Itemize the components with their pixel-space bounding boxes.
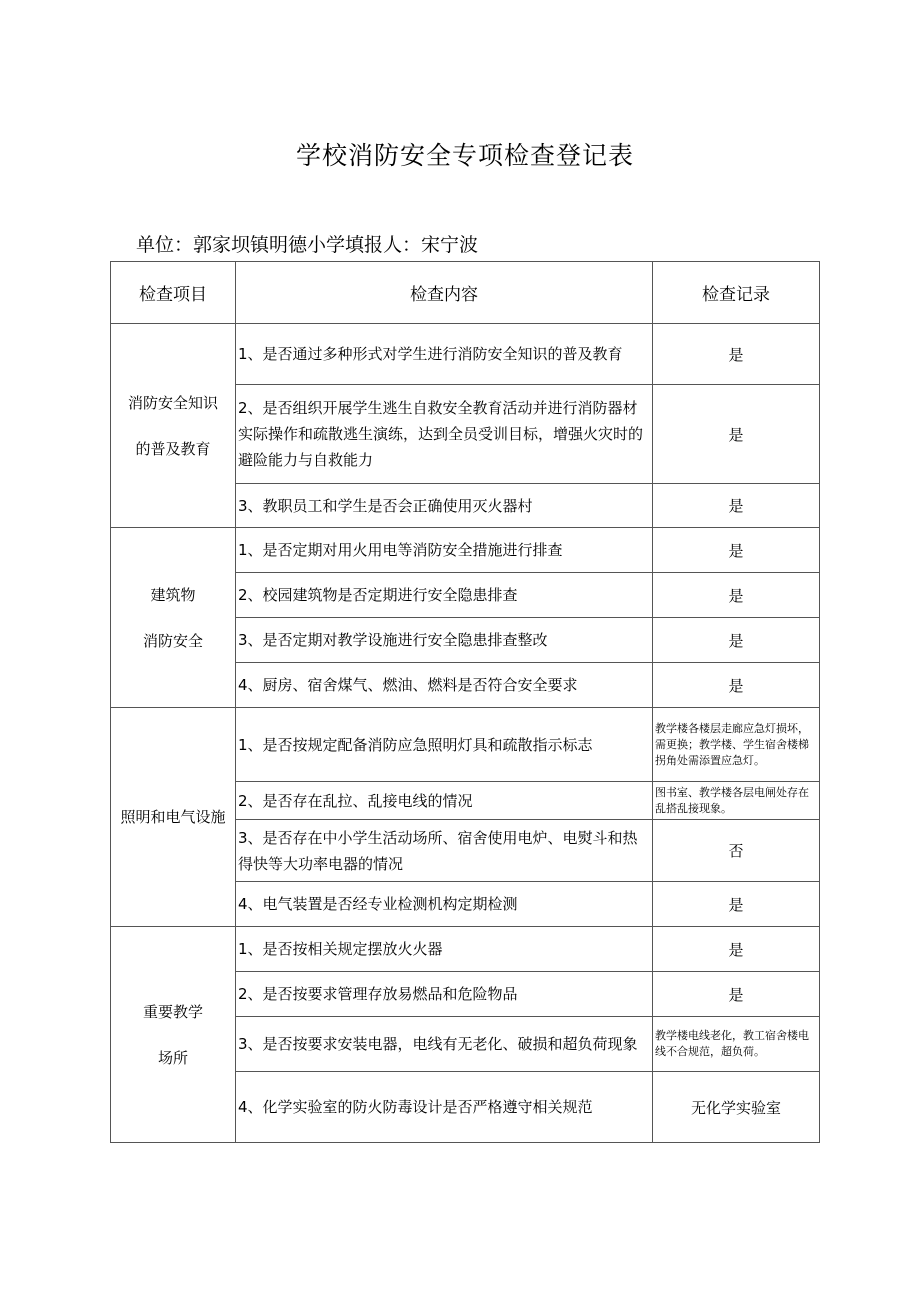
item-record: 图书室、教学楼各层电闸处存在乱搭乱接现象。: [653, 782, 820, 820]
item-record: 是: [653, 484, 820, 528]
item-content: 1、是否定期对用火用电等消防安全措施进行排查: [236, 528, 653, 573]
item-record: 是: [653, 663, 820, 708]
item-content: 1、是否按规定配备消防应急照明灯具和疏散指示标志: [236, 708, 653, 782]
item-content: 3、教职员工和学生是否会正确使用灭火器村: [236, 484, 653, 528]
item-record: 是: [653, 618, 820, 663]
table-row: [111, 528, 820, 573]
category-label: 照明和电气设施: [120, 808, 226, 826]
item-content: 1、是否通过多种形式对学生进行消防安全知识的普及教育: [236, 324, 653, 385]
item-record: 无化学实验室: [653, 1072, 820, 1143]
item-content: 2、校园建筑物是否定期进行安全隐患排查: [236, 573, 653, 618]
category-cell: [111, 708, 236, 927]
category-label: 的普及教育: [135, 439, 211, 458]
item-record: 是: [653, 385, 820, 484]
item-content: 3、是否定期对教学设施进行安全隐患排查整改: [236, 618, 653, 663]
item-record: 否: [653, 820, 820, 882]
category-label: 重要教学: [142, 1002, 203, 1021]
unit-and-reporter-line: 单位：郭家坝镇明德小学填报人：宋宁波: [136, 234, 479, 256]
item-record: 是: [653, 324, 820, 385]
item-content: 2、是否组织开展学生逃生自救安全教育活动并进行消防器材实际操作和疏散逃生演练，达到全员受训目标，增强火灾时的避险能力与自救能力: [236, 385, 653, 484]
item-record: 教学楼电线老化，教工宿舍楼电线不合规范，超负荷。: [653, 1017, 820, 1072]
item-record: 是: [653, 573, 820, 618]
item-record: 是: [653, 927, 820, 972]
category-label: 消防安全: [142, 631, 203, 650]
table-row: [111, 927, 820, 972]
table-row: [111, 324, 820, 385]
item-content: 4、化学实验室的防火防毒设计是否严格遵守相关规范: [236, 1072, 653, 1143]
item-record: 是: [653, 882, 820, 927]
item-content: 3、是否按要求安装电器，电线有无老化、破损和超负荷现象: [236, 1017, 653, 1072]
category-cell: [111, 528, 236, 708]
header-category: 检查项目: [111, 262, 236, 324]
item-record: 是: [653, 972, 820, 1017]
category-cell: [111, 927, 236, 1143]
form-title: 学校消防安全专项检查登记表: [295, 141, 634, 170]
inspection-table: [110, 261, 820, 1143]
item-content: 1、是否按相关规定摆放火火器: [236, 927, 653, 972]
category-label: 场所: [157, 1048, 188, 1067]
item-record: 教学楼各楼层走廊应急灯损坏，需更换；教学楼、学生宿舍楼梯拐角处需添置应急灯。: [653, 708, 820, 782]
item-content: 2、是否存在乱拉、乱接电线的情况: [236, 782, 653, 820]
table-row: [111, 708, 820, 782]
item-record: 是: [653, 528, 820, 573]
header-content: 检查内容: [236, 262, 653, 324]
item-content: 4、电气装置是否经专业检测机构定期检测: [236, 882, 653, 927]
item-content: 3、是否存在中小学生活动场所、宿舍使用电炉、电熨斗和热得快等大功率电器的情况: [236, 820, 653, 882]
category-cell: [111, 324, 236, 528]
item-content: 4、厨房、宿舍煤气、燃油、燃料是否符合安全要求: [236, 663, 653, 708]
item-content: 2、是否按要求管理存放易燃品和危险物品: [236, 972, 653, 1017]
category-label: 建筑物: [150, 585, 196, 604]
header-record: 检查记录: [653, 262, 820, 324]
table-header-row: [111, 262, 820, 324]
category-label: 消防安全知识: [127, 393, 218, 412]
